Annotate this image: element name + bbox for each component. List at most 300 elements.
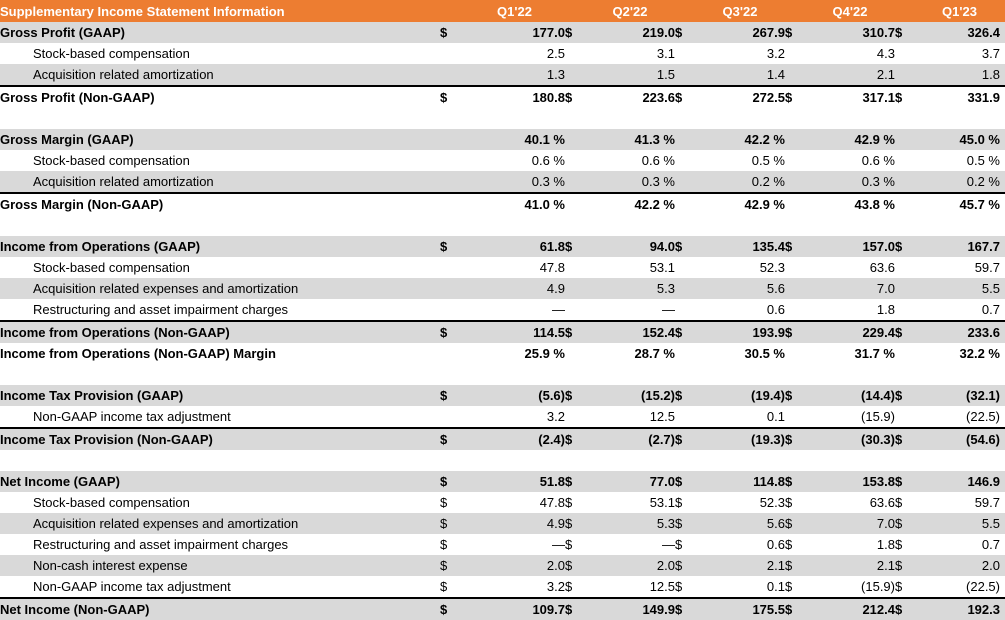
value-cell: 0.7 [981,302,1000,317]
value-cell: 53.1 [649,495,675,510]
value-cell: 0.3 % [807,171,895,193]
column-header-q4-22: Q4'22 [807,0,895,22]
currency-symbol-cell [895,257,917,278]
currency-symbol-cell [895,171,917,193]
value-cell: 267.9 [697,22,785,43]
currency-symbol-cell [675,150,697,171]
row-label: Gross Margin (Non-GAAP) [0,193,440,215]
currency-symbol-cell: $ [895,22,917,43]
currency-symbol-cell [440,171,466,193]
table-row [0,257,1005,278]
currency-symbol-cell [440,406,466,428]
value-cell: (15.9) [861,579,895,594]
value-cell: 3.2 [546,409,565,424]
value-cell: 59.7 [974,260,1000,275]
currency-symbol-cell [565,343,587,364]
value-cell: 40.1 % [466,129,565,150]
value-cell: 7.0 [807,513,895,534]
row-label: Net Income (Non-GAAP) [0,598,440,620]
table-row [0,236,1005,257]
currency-symbol-cell [675,171,697,193]
row-label: Acquisition related amortization [0,64,440,86]
value-cell: 51.8 [466,471,565,492]
value-cell: 5.3 [587,278,675,299]
value-cell: 42.9 % [697,193,785,215]
currency-symbol-cell [675,193,697,215]
value-cell: (54.6) [917,428,1005,450]
currency-symbol-cell: $ [440,598,466,620]
value-cell: 5.6 [697,278,785,299]
table-row [0,129,1005,150]
value-cell: 0.2 % [917,171,1005,193]
currency-symbol-cell: $ [565,537,573,552]
table-row [0,343,1005,364]
currency-symbol-cell [565,406,587,428]
currency-symbol-cell [565,278,587,299]
row-label: Non-cash interest expense [0,555,440,576]
value-cell: (19.3) [697,428,785,450]
value-cell: 3.1 [656,46,675,61]
value-cell: (19.4) [697,385,785,406]
value-cell: 52.3 [759,495,785,510]
currency-symbol-cell [785,43,807,64]
table-row [0,193,1005,215]
currency-symbol-cell: $ [440,321,466,343]
value-cell: (22.5) [966,579,1000,594]
currency-symbol-cell: $ [675,598,697,620]
currency-symbol-cell [675,406,697,428]
table-row [0,278,1005,299]
value-cell: 42.2 % [697,129,785,150]
value-cell: 331.9 [917,86,1005,108]
value-cell: 326.4 [917,22,1005,43]
value-cell: 317.1 [807,86,895,108]
currency-symbol-cell [785,150,807,171]
currency-symbol-cell [675,43,697,64]
value-cell: (15.2) [587,385,675,406]
currency-symbol-cell: $ [895,428,917,450]
column-header-q1-22: Q1'22 [466,0,565,22]
currency-symbol-cell [565,129,587,150]
currency-symbol-cell: $ [785,513,807,534]
value-cell: 94.0 [587,236,675,257]
header-spacer [440,0,466,22]
table-row [0,428,1005,450]
currency-symbol-cell [675,278,697,299]
currency-symbol-cell [565,257,587,278]
currency-symbol-cell [565,150,587,171]
currency-symbol-cell: $ [440,22,466,43]
row-label: Non-GAAP income tax adjustment [33,409,231,424]
currency-symbol-cell [675,257,697,278]
table-row [0,299,1005,321]
currency-symbol-cell: $ [440,513,466,534]
currency-symbol-cell: $ [895,236,917,257]
currency-symbol-cell: $ [565,471,587,492]
currency-symbol-cell [440,193,466,215]
table-row [0,406,1005,428]
currency-symbol-cell: $ [895,86,917,108]
currency-symbol-cell: $ [440,471,466,492]
value-cell: 52.3 [759,260,785,275]
table-row [0,150,1005,171]
currency-symbol-cell: $ [675,555,697,576]
currency-symbol-cell: $ [675,495,683,510]
row-label: Income from Operations (Non-GAAP) Margin [0,346,276,361]
value-cell: 31.7 % [854,346,895,361]
table-row [0,598,1005,620]
value-cell: (15.9) [861,409,895,424]
currency-symbol-cell [675,64,697,86]
currency-symbol-cell [785,171,807,193]
value-cell: 2.1 [807,64,895,86]
currency-symbol-cell [565,171,587,193]
currency-symbol-cell: $ [785,22,807,43]
table-row [0,492,1005,513]
currency-symbol-cell [895,43,917,64]
currency-symbol-cell: $ [675,321,697,343]
column-header-q3-22: Q3'22 [697,0,785,22]
value-cell: 114.5 [466,321,565,343]
currency-symbol-cell [440,150,466,171]
value-cell: 5.5 [917,513,1005,534]
value-cell: 0.1 [766,579,785,594]
spacer-row [0,215,1005,236]
value-cell: 32.2 % [959,346,1000,361]
column-header-q2-22: Q2'22 [587,0,675,22]
currency-symbol-cell: $ [675,471,697,492]
row-label: Stock-based compensation [33,46,190,61]
value-cell: 53.1 [649,260,675,275]
value-cell: 1.8 [876,302,895,317]
value-cell: — [552,537,565,552]
currency-symbol-cell: $ [785,471,807,492]
table-row [0,86,1005,108]
currency-symbol-cell: $ [675,385,697,406]
value-cell: 5.6 [697,513,785,534]
currency-symbol-cell [895,129,917,150]
currency-symbol-cell [440,64,466,86]
currency-symbol-cell: $ [440,86,466,108]
value-cell: 149.9 [587,598,675,620]
currency-symbol-cell: $ [440,537,448,552]
value-cell: 12.5 [649,579,675,594]
row-label: Income from Operations (GAAP) [0,236,440,257]
currency-symbol-cell: $ [440,428,466,450]
currency-symbol-cell [785,343,807,364]
currency-symbol-cell [565,64,587,86]
currency-symbol-cell [440,129,466,150]
value-cell: 41.0 % [466,193,565,215]
table-title: Supplementary Income Statement Information [0,0,440,22]
value-cell: 3.7 [981,46,1000,61]
currency-symbol-cell: $ [785,555,807,576]
currency-symbol-cell: $ [895,555,917,576]
row-label: Restructuring and asset impairment charges [33,537,289,552]
currency-symbol-cell: $ [785,598,807,620]
value-cell: 233.6 [917,321,1005,343]
column-header-q1-23: Q1'23 [917,0,1005,22]
value-cell: 61.8 [466,236,565,257]
value-cell: 1.3 [466,64,565,86]
row-label: Acquisition related amortization [0,171,440,193]
header-spacer [785,0,807,22]
currency-symbol-cell: $ [785,321,807,343]
currency-symbol-cell: $ [565,86,587,108]
currency-symbol-cell: $ [785,86,807,108]
value-cell: 192.3 [917,598,1005,620]
value-cell: 109.7 [466,598,565,620]
currency-symbol-cell [565,193,587,215]
currency-symbol-cell: $ [785,385,807,406]
table-header-row [0,0,1005,22]
value-cell: 42.9 % [807,129,895,150]
value-cell: 1.5 [587,64,675,86]
currency-symbol-cell: $ [675,236,697,257]
currency-symbol-cell [785,299,807,321]
currency-symbol-cell [565,299,587,321]
currency-symbol-cell: $ [565,495,573,510]
currency-symbol-cell [440,343,466,364]
row-label: Stock-based compensation [33,153,190,168]
value-cell: 1.4 [697,64,785,86]
spacer-row [0,108,1005,129]
value-cell: 30.5 % [744,346,785,361]
currency-symbol-cell [785,64,807,86]
value-cell: 4.3 [876,46,895,61]
currency-symbol-cell: $ [675,428,697,450]
value-cell: 3.2 [546,579,565,594]
value-cell: — [662,302,675,317]
value-cell: (2.4) [466,428,565,450]
value-cell: 0.3 % [587,171,675,193]
spacer-row [0,364,1005,385]
value-cell: 41.3 % [587,129,675,150]
currency-symbol-cell: $ [440,555,466,576]
value-cell: 4.9 [466,513,565,534]
value-cell: 0.6 [766,537,785,552]
currency-symbol-cell [785,257,807,278]
currency-symbol-cell: $ [565,236,587,257]
table-row [0,555,1005,576]
currency-symbol-cell [895,193,917,215]
value-cell: 272.5 [697,86,785,108]
value-cell: 2.1 [807,555,895,576]
currency-symbol-cell: $ [565,513,587,534]
currency-symbol-cell: $ [440,236,466,257]
value-cell: 42.2 % [587,193,675,215]
currency-symbol-cell: $ [895,385,917,406]
value-cell: (30.3) [807,428,895,450]
value-cell: 177.0 [466,22,565,43]
value-cell: 0.3 % [466,171,565,193]
currency-symbol-cell: $ [565,22,587,43]
value-cell: 0.6 % [531,153,565,168]
value-cell: 47.8 [539,260,565,275]
value-cell: 28.7 % [634,346,675,361]
row-label: Income Tax Provision (Non-GAAP) [0,428,440,450]
currency-symbol-cell: $ [785,428,807,450]
value-cell: 153.8 [807,471,895,492]
row-label: Net Income (GAAP) [0,471,440,492]
currency-symbol-cell [895,150,917,171]
value-cell: 135.4 [697,236,785,257]
value-cell: 4.9 [466,278,565,299]
value-cell: 2.0 [587,555,675,576]
table-row [0,64,1005,86]
currency-symbol-cell: $ [675,579,683,594]
currency-symbol-cell [565,43,587,64]
value-cell: 175.5 [697,598,785,620]
currency-symbol-cell: $ [565,428,587,450]
row-label: Income Tax Provision (GAAP) [0,385,440,406]
value-cell: (14.4) [807,385,895,406]
currency-symbol-cell [895,278,917,299]
value-cell: 0.5 % [751,153,785,168]
value-cell: — [552,302,565,317]
value-cell: 0.2 % [697,171,785,193]
row-label: Stock-based compensation [33,495,190,510]
value-cell: 229.4 [807,321,895,343]
value-cell: 180.8 [466,86,565,108]
currency-symbol-cell [895,299,917,321]
currency-symbol-cell: $ [565,579,573,594]
value-cell: 5.5 [917,278,1005,299]
row-label: Gross Margin (GAAP) [0,129,440,150]
currency-symbol-cell [895,406,917,428]
value-cell: 219.0 [587,22,675,43]
value-cell: 12.5 [649,409,675,424]
currency-symbol-cell: $ [440,495,448,510]
value-cell: 2.0 [466,555,565,576]
value-cell: 193.9 [697,321,785,343]
row-label: Gross Profit (GAAP) [0,22,440,43]
table-row [0,321,1005,343]
row-label: Acquisition related expenses and amortization [0,278,440,299]
table-row [0,171,1005,193]
value-cell: 114.8 [697,471,785,492]
table-row [0,471,1005,492]
currency-symbol-cell [440,257,466,278]
currency-symbol-cell: $ [785,495,793,510]
value-cell: 2.1 [697,555,785,576]
table-row [0,513,1005,534]
row-label: Income from Operations (Non-GAAP) [0,321,440,343]
currency-symbol-cell [785,278,807,299]
currency-symbol-cell: $ [895,513,917,534]
header-spacer [895,0,917,22]
table-row [0,534,1005,555]
currency-symbol-cell: $ [565,555,587,576]
row-label: Gross Profit (Non-GAAP) [0,86,440,108]
value-cell: 0.6 % [861,153,895,168]
currency-symbol-cell [440,278,466,299]
currency-symbol-cell: $ [785,537,793,552]
currency-symbol-cell: $ [675,22,697,43]
value-cell: 59.7 [974,495,1000,510]
currency-symbol-cell: $ [440,385,466,406]
header-spacer [565,0,587,22]
currency-symbol-cell [785,129,807,150]
value-cell: 2.0 [917,555,1005,576]
row-label: Restructuring and asset impairment charges [33,302,289,317]
value-cell: (32.1) [917,385,1005,406]
currency-symbol-cell: $ [895,537,903,552]
table-row [0,22,1005,43]
value-cell: 43.8 % [807,193,895,215]
value-cell: 5.3 [587,513,675,534]
currency-symbol-cell [440,299,466,321]
value-cell: 0.6 % [641,153,675,168]
currency-symbol-cell: $ [440,579,448,594]
currency-symbol-cell: $ [895,495,903,510]
currency-symbol-cell [895,343,917,364]
row-label: Acquisition related expenses and amortization [0,513,440,534]
currency-symbol-cell: $ [565,598,587,620]
row-label: Non-GAAP income tax adjustment [33,579,231,594]
value-cell: — [662,537,675,552]
currency-symbol-cell [675,129,697,150]
value-cell: 3.2 [766,46,785,61]
currency-symbol-cell [895,64,917,86]
value-cell: 7.0 [807,278,895,299]
currency-symbol-cell: $ [785,236,807,257]
value-cell: 0.6 [766,302,785,317]
value-cell: 45.7 % [917,193,1005,215]
value-cell: 0.7 [981,537,1000,552]
currency-symbol-cell: $ [895,579,903,594]
value-cell: 212.4 [807,598,895,620]
value-cell: 167.7 [917,236,1005,257]
value-cell: 157.0 [807,236,895,257]
value-cell: 1.8 [876,537,895,552]
currency-symbol-cell [785,406,807,428]
value-cell: 152.4 [587,321,675,343]
value-cell: 223.6 [587,86,675,108]
value-cell: 63.6 [869,495,895,510]
currency-symbol-cell [440,43,466,64]
table-row [0,576,1005,598]
currency-symbol-cell: $ [895,321,917,343]
currency-symbol-cell: $ [895,598,917,620]
currency-symbol-cell: $ [565,385,587,406]
value-cell: (5.6) [466,385,565,406]
currency-symbol-cell [675,299,697,321]
currency-symbol-cell: $ [675,537,683,552]
value-cell: 45.0 % [917,129,1005,150]
currency-symbol-cell [785,193,807,215]
currency-symbol-cell: $ [895,471,917,492]
value-cell: 0.1 [766,409,785,424]
value-cell: 310.7 [807,22,895,43]
value-cell: 1.8 [917,64,1005,86]
value-cell: (2.7) [587,428,675,450]
currency-symbol-cell [675,343,697,364]
value-cell: (22.5) [966,409,1000,424]
value-cell: 63.6 [869,260,895,275]
currency-symbol-cell: $ [565,321,587,343]
currency-symbol-cell: $ [675,86,697,108]
currency-symbol-cell: $ [785,579,793,594]
value-cell: 47.8 [539,495,565,510]
table-row [0,43,1005,64]
header-spacer [675,0,697,22]
row-label: Stock-based compensation [33,260,190,275]
value-cell: 77.0 [587,471,675,492]
value-cell: 0.5 % [966,153,1000,168]
currency-symbol-cell: $ [675,513,697,534]
spacer-row [0,450,1005,471]
